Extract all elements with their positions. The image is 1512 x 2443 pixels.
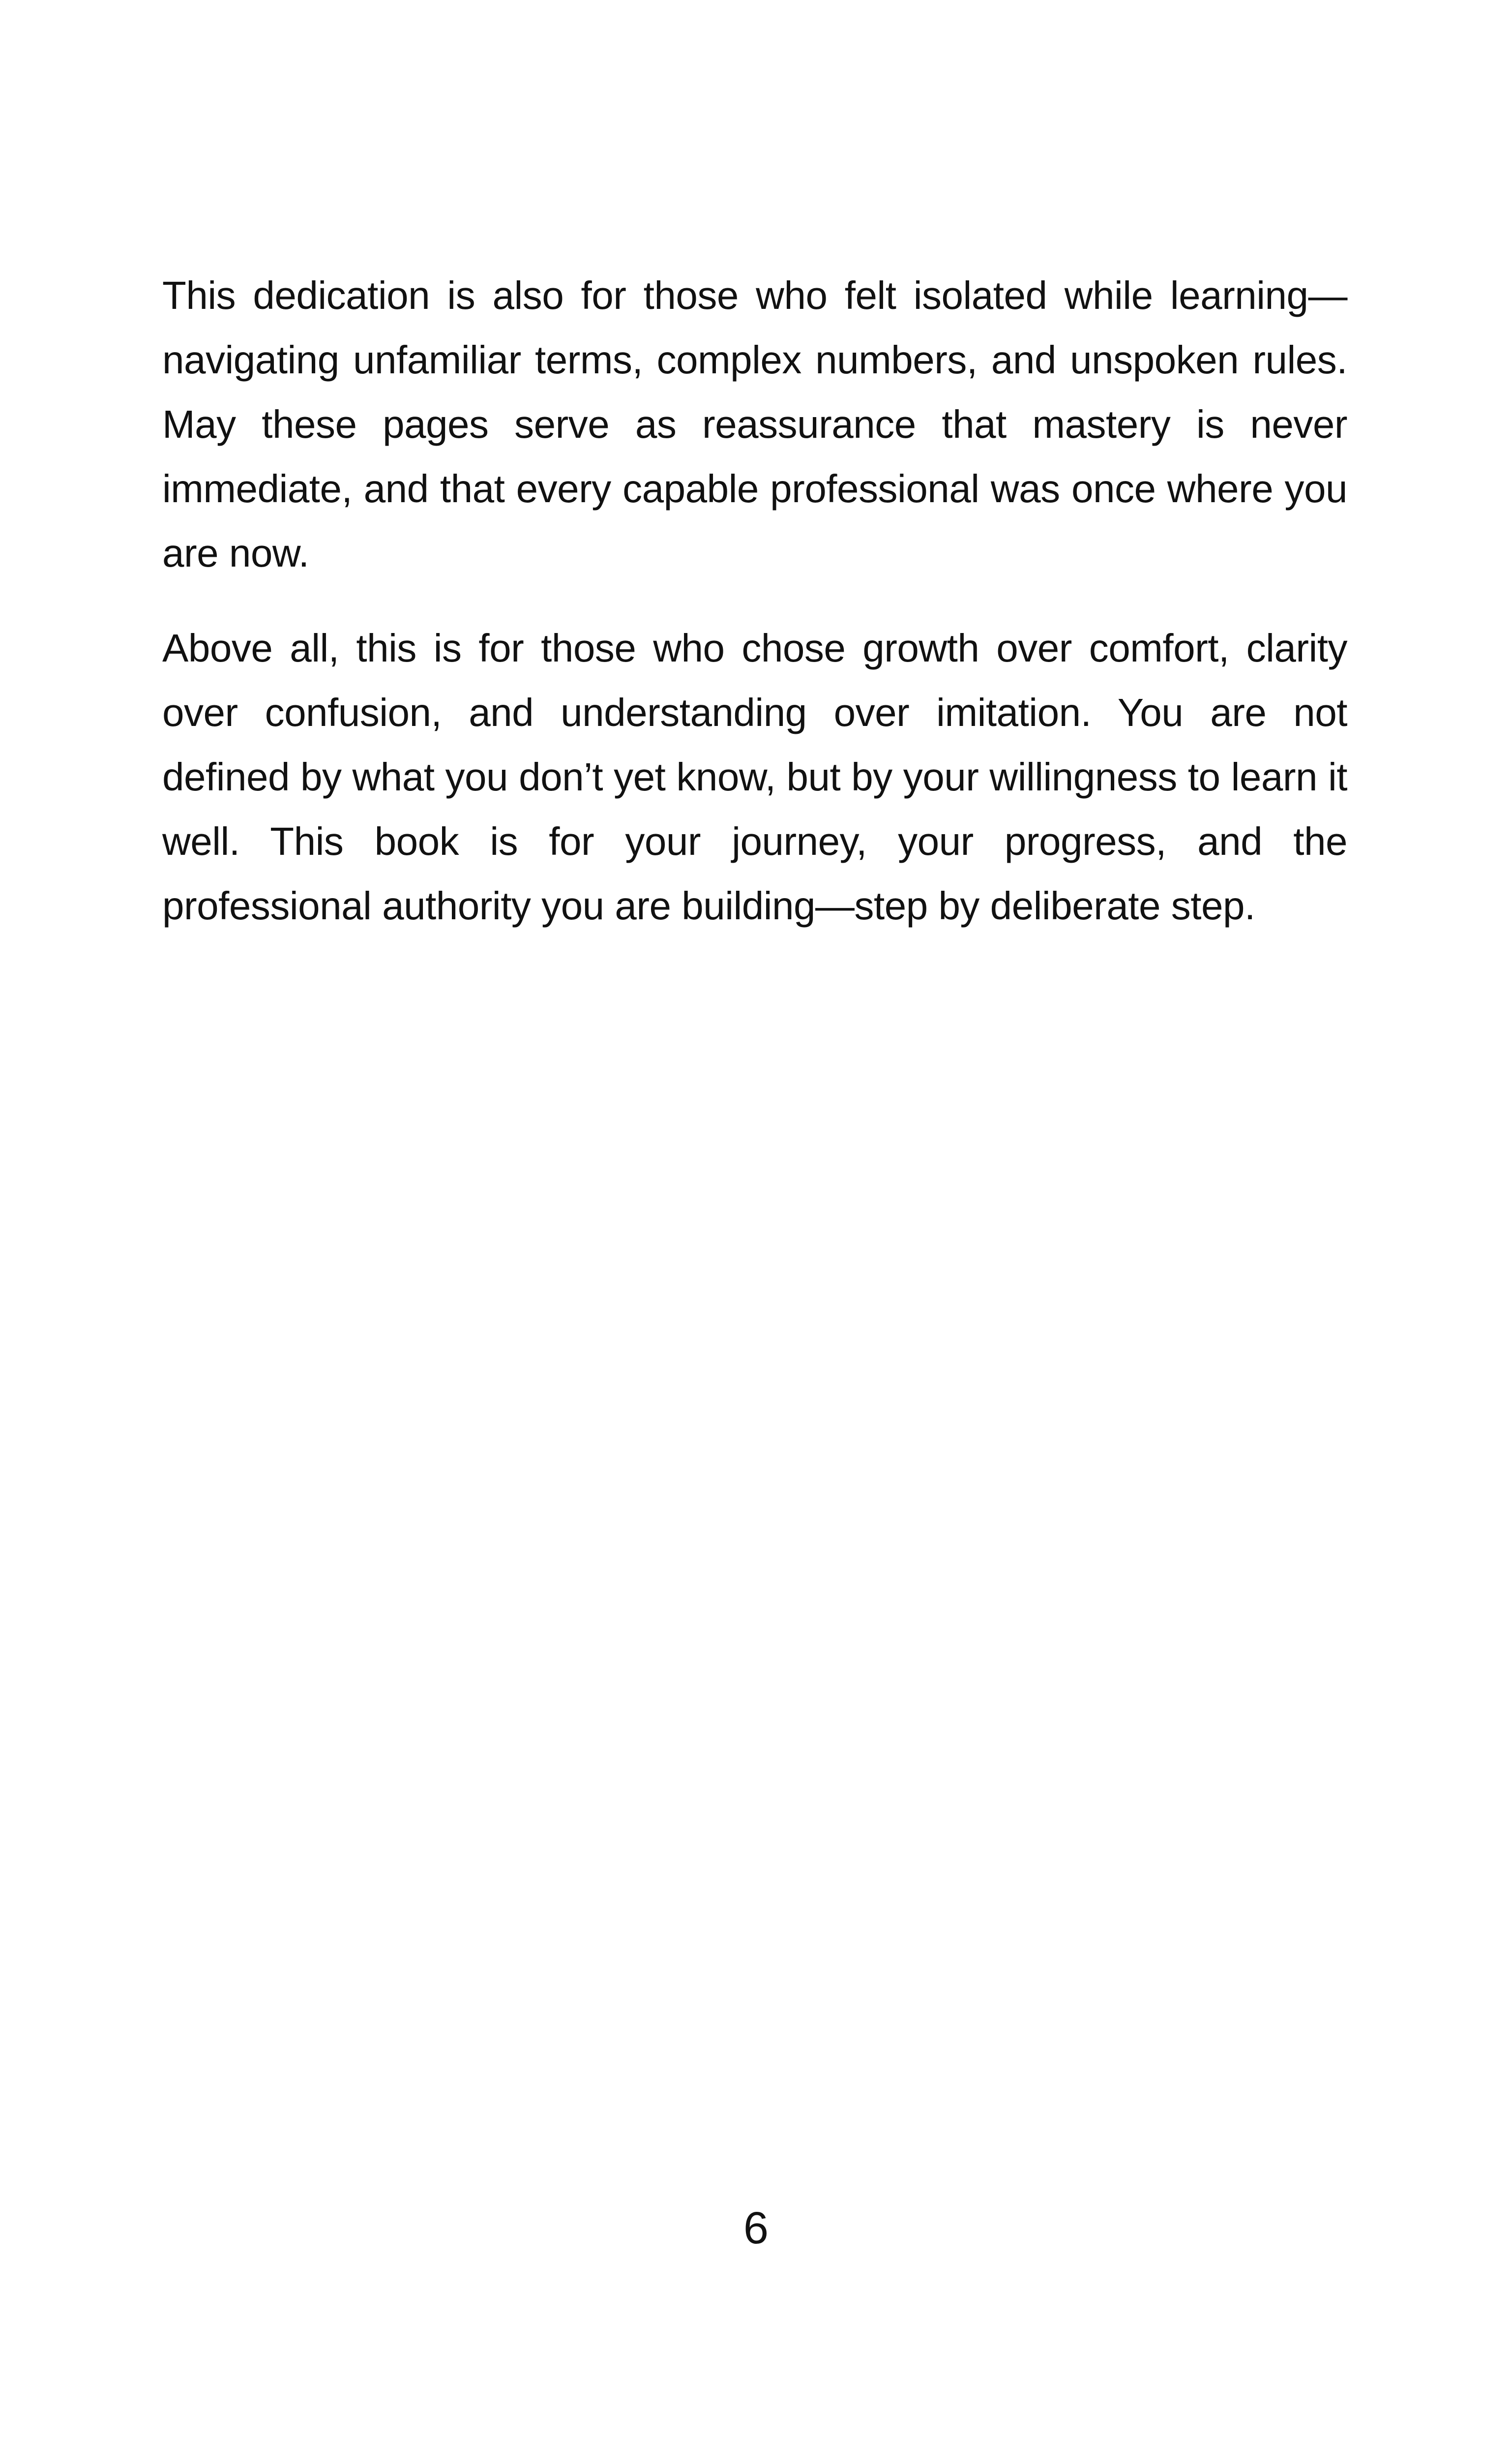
page-number: 6 <box>743 2203 769 2253</box>
paragraph-growth-over-comfort: Above all, this is for those who chose growth over comfort, clarity over confusion, and understanding over imitation. You are not defined by what you don’t yet know, but by your willingness to learn it well. This book is for your journey, your progress, and the professional authority you are building—step by deliberate step. <box>162 626 1347 928</box>
body-text <box>162 263 1347 938</box>
paragraph-isolated-learners: This dedication is also for those who felt isolated while learning—navigating unfamiliar terms, complex numbers, and unspoken rules. May these pages serve as reassurance that mastery is never immediate, and that every capable professional was once where you are now. <box>162 273 1347 575</box>
